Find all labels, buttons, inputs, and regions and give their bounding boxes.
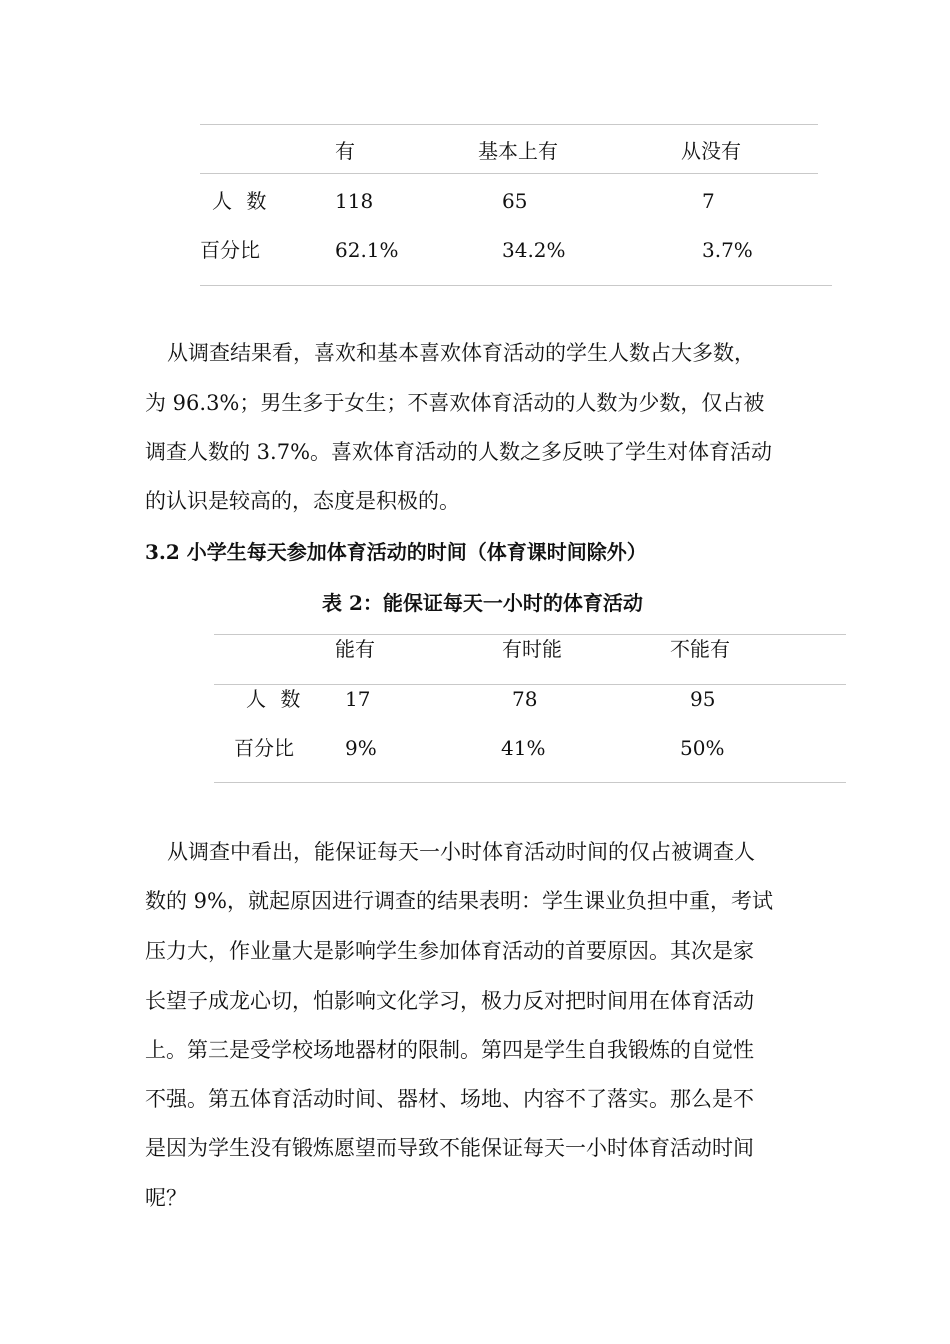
paragraph-2-line-1: 从调查中看出，能保证每天一小时体育活动时间的仅占被调查人 (167, 840, 755, 864)
table-1-row-percent-label: 百分比 (200, 238, 260, 262)
table-1-header-rule (200, 173, 818, 174)
table-2-header-sometimes: 有时能 (502, 637, 562, 661)
paragraph-2-line-7: 是因为学生没有锻炼愿望而导致不能保证每天一小时体育活动时间 (145, 1136, 754, 1160)
table-1-count-yes: 118 (335, 189, 374, 213)
paragraph-2-line-8: 呢？ (145, 1186, 187, 1210)
section-heading: 3.2 小学生每天参加体育活动的时间（体育课时间除外） (145, 540, 647, 564)
table-2-count-sometimes: 78 (512, 687, 538, 711)
paragraph-1-line-3: 调查人数的 3.7%。喜欢体育活动的人数之多反映了学生对体育活动 (145, 440, 773, 464)
table-2-caption: 表 2：能保证每天一小时的体育活动 (322, 591, 643, 615)
table-1-count-never: 7 (702, 189, 715, 213)
table-1-count-mostly: 65 (502, 189, 528, 213)
table-1-header-yes: 有 (335, 139, 355, 163)
table-2-header-yes: 能有 (335, 637, 375, 661)
table-1-top-rule (200, 124, 818, 125)
table-2-percent-yes: 9% (345, 736, 377, 760)
table-2-top-rule (214, 634, 846, 635)
table-2-count-yes: 17 (345, 687, 371, 711)
table-1-percent-yes: 62.1% (335, 238, 399, 262)
paragraph-2-line-3: 压力大，作业量大是影响学生参加体育活动的首要原因。其次是家 (145, 939, 754, 963)
table-1-header-never: 从没有 (681, 139, 741, 163)
table-1-percent-never: 3.7% (702, 238, 753, 262)
paragraph-2-line-5: 上。第三是受学校场地器材的限制。第四是学生自我锻炼的自觉性 (145, 1038, 754, 1062)
table-1-row-count-label: 人 数 (212, 189, 267, 213)
table-2-row-percent-label: 百分比 (234, 736, 294, 760)
table-2-count-no: 95 (690, 687, 716, 711)
table-2-header-no: 不能有 (670, 637, 730, 661)
paragraph-2-line-4: 长望子成龙心切，怕影响文化学习，极力反对把时间用在体育活动 (145, 989, 754, 1013)
table-2-bottom-rule (214, 782, 846, 783)
paragraph-2-line-6: 不强。第五体育活动时间、器材、场地、内容不了落实。那么是不 (145, 1087, 754, 1111)
table-1-bottom-rule (200, 285, 832, 286)
table-1-percent-mostly: 34.2% (502, 238, 566, 262)
paragraph-1-line-2: 为 96.3%；男生多于女生；不喜欢体育活动的人数为少数，仅占被 (145, 391, 765, 415)
table-2-row-count-label: 人 数 (246, 687, 301, 711)
paragraph-1-line-4: 的认识是较高的，态度是积极的。 (145, 489, 460, 513)
table-1-header-mostly: 基本上有 (478, 139, 558, 163)
table-2-percent-sometimes: 41% (501, 736, 546, 760)
table-2-header-rule (214, 684, 846, 685)
paragraph-1-line-1: 从调查结果看，喜欢和基本喜欢体育活动的学生人数占大多数， (167, 341, 755, 365)
table-2-percent-no: 50% (680, 736, 725, 760)
paragraph-2-line-2: 数的 9%，就起原因进行调查的结果表明：学生课业负担中重，考试 (145, 889, 773, 913)
